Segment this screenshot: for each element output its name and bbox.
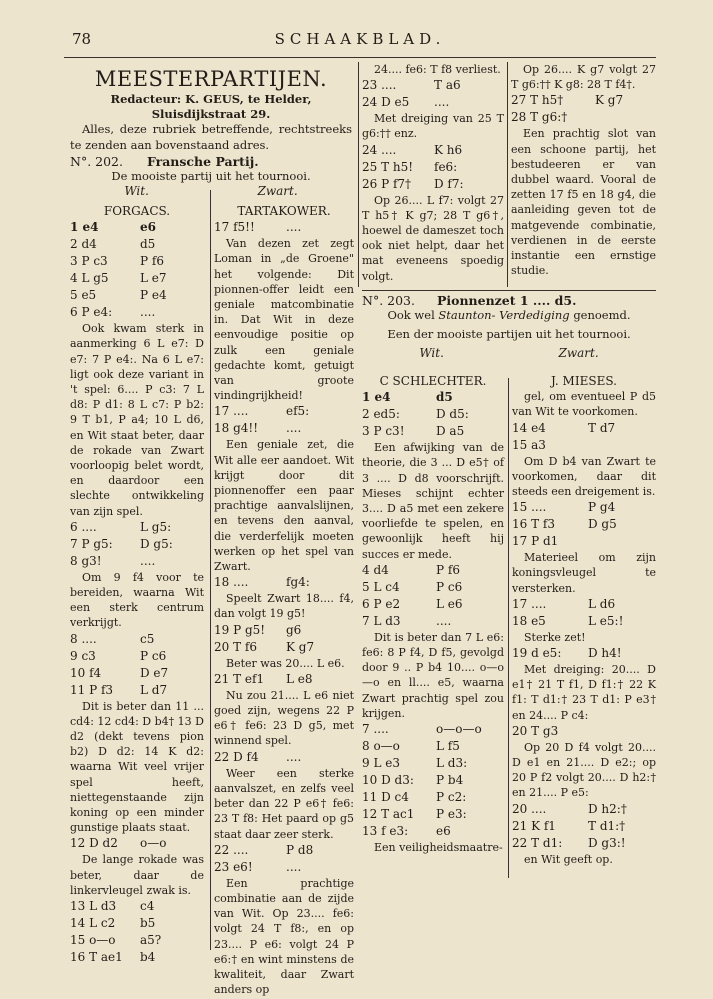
section-head [70,66,352,199]
annotation: Op 26.... L f7: volgt 27 T h5† K g7; 28 T g6†, hoewel de dameszet toch ook niet helpt, daar het mat eveneens spoedig volgt. [362,193,504,283]
black-move: a5? [140,933,162,948]
black-move: D f7: [434,176,464,191]
white-move: 9 L e3 [362,756,400,771]
white-player: C SCHLECHTER. [379,374,487,388]
white-move: 18 g4!! [214,421,259,436]
move-row [362,562,504,579]
move-row [512,420,656,437]
editor-address: Sluisdijkstraat 29. [151,107,271,122]
white-move: 26 P f7† [362,176,412,191]
white-move: 14 L c2 [70,916,116,931]
column-divider [507,62,508,287]
black-player: TARTAKOWER. [237,204,331,218]
white-move: 14 e4 [512,420,546,435]
black-move: D e7 [140,665,169,680]
game203-head [362,293,656,361]
move-row [362,738,504,755]
white-move: 15 .... [512,500,547,515]
section-intro: Alles, deze rubriek betreffende, rechtstreeks te zenden aan bovenstaand adres. [70,122,352,152]
white-move: 17 .... [512,596,547,611]
white-move: 23 .... [362,78,397,93]
annotation: Op 26.... K g7 volgt 27 T g6:†† K g8: 28 T f4†. [511,63,656,92]
black-move: .... [286,749,302,764]
move-row [70,898,204,915]
move-row [214,574,354,591]
white-move: 8 g3! [70,553,102,568]
move-row [70,682,204,699]
black-move: P c6 [140,648,167,663]
black-move: P e3: [436,807,467,822]
black-move: P e4 [140,288,167,303]
move-row [70,536,204,553]
black-move: L e5:! [588,613,624,628]
white-move: 19 d e5: [512,646,562,661]
move-row [70,835,204,852]
annotation: Speelt Zwart 18.... f4, dan volgt 19 g5! [214,592,354,621]
white-move: 8 .... [70,631,97,646]
black-move: P c6 [436,579,463,594]
page-number: 78 [72,30,92,48]
black-label: Zwart. [257,184,298,199]
black-move: L g5: [140,519,172,534]
black-move: .... [434,95,450,110]
game-subtitle: Een der mooiste partijen uit het tournooi. [387,327,631,342]
black-move: D d5: [436,407,469,422]
white-move: 10 f4 [70,665,102,680]
white-move: 11 D c4 [362,790,409,805]
game202-col2 [214,204,354,997]
game202-col1 [70,204,204,966]
move-row [362,77,504,94]
white-move: 6 P e2 [362,596,401,611]
black-move: .... [140,553,156,568]
black-move: L d3: [436,756,468,771]
white-move: 4 L g5 [70,271,109,286]
black-move: P f6 [436,562,460,577]
move-row [70,648,204,665]
move-row [214,403,354,420]
black-move: P f6 [140,254,164,269]
move-row [362,142,504,159]
black-move: L d7 [140,682,168,697]
black-move: L f5 [436,739,460,754]
black-move: e6 [436,824,451,839]
move-row [70,253,204,270]
move-row [214,859,354,876]
annotation: Om 9 f4 voor te bereiden, waarna Wit een sterk centrum verkrijgt. [70,570,204,630]
annotation: Van dezen zet zegt Loman in „de Groene" het volgende: Dit pionnen-offer leidt een geniale matcombinatie in. Dat Wit in deze eenvoudige positie op zulk een geniale gedachte komt, getuigt van groote vindingrijkheid! [214,237,354,403]
annotation: Beter was 20.... L e6. [226,656,345,670]
white-move: 2 d4 [70,237,97,252]
move-row [512,516,656,533]
white-move: 18 e5 [512,613,546,628]
game-heading [70,154,352,169]
white-move: 17 f5!! [214,220,255,235]
white-move: 24 .... [362,142,397,157]
also-called-name: Staunton- Verdediging [438,308,570,323]
white-move: 5 e5 [70,288,97,303]
white-move: 5 L c4 [362,579,400,594]
black-move: D h4! [588,646,622,661]
white-move: 4 d4 [362,562,389,577]
move-row [70,287,204,304]
game-heading [362,293,656,308]
black-move: T d7 [588,420,616,435]
annotation: Ook kwam sterk in aanmerking 6 L e7: D e7: 7 P e4:. Na 6 L e7: ligt ook deze variant in 't spel: 6.... P c3: 7 L d8: P d1: 8 L c7: P b2: 9 T b1, P a4; 10 L d6, en Wit staat beter, daar de rokade van Zwart voorloopig belet wordt, en daardoor een slechte ontwikkeling van zijn spel. [70,322,204,518]
annotation: Sterke zet! [524,630,586,644]
black-move: D g5 [588,517,617,532]
white-label: Wit. [419,345,444,360]
header-rule [64,57,656,58]
game-opening: Fransche Partij. [146,153,259,169]
column-divider [508,378,509,878]
white-move: 6 .... [70,519,97,534]
annotation: Met dreiging: 20.... D e1† 21 T f1, D f1:† 22 K f1: T d1:† 23 T d1: P e3† en 24.... P c4: [512,663,656,722]
black-move: o—o—o [436,722,482,737]
move-row [214,639,354,656]
also-called-suffix: genoemd. [573,308,631,323]
move-row [70,949,204,966]
white-move: 6 P e4: [70,305,113,320]
black-move: T d1:† [588,818,626,833]
white-move: 16 T f3 [512,517,555,532]
white-move: 20 .... [512,801,547,816]
move-row [70,631,204,648]
black-move: d5 [436,390,453,405]
move-row [70,304,204,321]
annotation: Dit is beter dan 11 ... cd4: 12 cd4: D b4† 13 D d2 (dekt tevens pion b2) D d2: 14 K d2: waarna Wit veel vrijer spel heeft, niettegenstaande zijn koning op een minder gunstige plaats staat. [70,699,204,835]
annotation: gel, om eventueel P d5 van Wit te voorkomen. [512,390,656,419]
white-move: 10 D d3: [362,773,414,788]
white-player: FORGACS. [103,204,171,218]
white-move: 8 o—o [362,739,400,754]
annotation: Om D b4 van Zwart te voorkomen, daar dit steeds een dreigement is. [512,454,656,499]
annotation: 24.... fe6: T f8 verliest. [374,63,501,76]
black-move: ef5: [286,404,310,419]
white-move: 1 e4 [362,390,391,405]
black-move: P b4 [436,773,464,788]
move-row [70,219,204,236]
move-row [362,823,504,840]
move-row [512,437,656,454]
white-move: 21 K f1 [512,818,556,833]
black-move: K g7 [595,93,624,108]
move-row [362,806,504,823]
move-row [214,842,354,859]
game203-col1 [362,374,504,855]
move-row [362,772,504,789]
annotation: Een veiligheidsmaatre- [374,841,503,855]
move-row [362,406,504,423]
annotation: Een prachtige combinatie aan de zijde van Wit. Op 23.... fe6: volgt 24 T f8:, en op 23.... P e6: volgt 24 P e6:† en wint minstens de kwaliteit, daar Zwart anders op [214,876,354,997]
black-move: L e7 [140,271,167,286]
black-move: c5 [140,631,155,646]
black-move: D g5: [140,536,173,551]
white-move: 24 D e5 [362,95,410,110]
move-row [512,645,656,662]
white-move: 17 P d1 [512,534,559,549]
move-row [511,92,656,109]
white-move: 13 f e3: [362,824,409,839]
move-row [214,622,354,639]
black-move: D h2:† [588,801,627,816]
annotation: De lange rokade was beter, daar de linkervleugel zwak is. [70,853,204,897]
column-divider [210,190,211,950]
annotation: Een afwijking van de theorie, die 3 ... D e5† of 3 .... D d8 voorschrijft. Mieses schijnt echter 3.... D a5 met een zekere voorliefde te spelen, en gewoonlijk heeft hij succes er mede. [362,441,504,561]
move-row [362,721,504,738]
move-row [70,553,204,570]
black-move: .... [436,613,452,628]
white-move: 27 T h5† [511,93,564,108]
move-row [512,533,656,550]
move-row [70,915,204,932]
move-row [70,665,204,682]
game202-col3 [362,62,504,284]
white-move: 3 P c3 [70,254,108,269]
white-move: 15 o—o [70,933,116,948]
move-row [512,499,656,516]
editor-line: Redacteur: K. GEUS, te Helder, [110,92,312,106]
move-row [214,420,354,437]
black-move: fe6: [434,159,458,174]
black-move: .... [286,220,302,235]
move-row [362,789,504,806]
black-move: T a6 [434,78,461,93]
game-number: N°. 202. [70,153,123,169]
white-move: 22 .... [214,842,249,857]
black-move: K h6 [434,142,463,157]
white-move: 2 ed5: [362,407,400,422]
game-opening: Pionnenzet 1 .... d5. [436,293,577,308]
black-move: P c2: [436,790,467,805]
black-label: Zwart. [558,345,599,360]
annotation: Materieel om zijn koningsvleugel te versterken. [512,551,656,595]
move-row [512,723,656,740]
move-row [362,755,504,772]
annotation: Met dreiging van 25 T g6:†† enz. [362,112,504,141]
annotation: Nu zou 21.... L e6 niet goed zijn, wegens 22 P e6† fe6: 23 D g5, met winnend spel. [214,688,354,748]
white-move: 22 D f4 [214,749,259,764]
black-move: .... [286,421,302,436]
white-move: 28 T g6:† [511,110,568,125]
black-move: d5 [140,237,156,252]
move-row [70,519,204,536]
white-move: 17 .... [214,404,249,419]
black-move: c4 [140,899,155,914]
move-row [214,671,354,688]
also-called-prefix: Ook wel [387,308,435,323]
white-move: 12 D d2 [70,836,118,851]
move-row [362,176,504,193]
move-row [362,423,504,440]
white-move: 3 P c3! [362,424,405,439]
black-move: .... [140,305,156,320]
black-move: g6 [286,622,302,637]
also-called [362,308,656,323]
move-row [362,596,504,613]
white-move: 11 P f3 [70,682,114,697]
page-header [64,30,656,50]
black-player: J. MIESES. [551,374,617,388]
move-row [362,159,504,176]
white-move: 15 a3 [512,437,546,452]
annotation: Een prachtig slot van een schoone partij, het bestudeeren er van dubbel waard. Vooral de zetten 17 f5 en 18 g4, die aanleiding geven tot de matgevende combinatie, verdienen in de eerste instantie een ernstige studie. [511,127,656,278]
white-move: 7 L d3 [362,613,401,628]
black-move: L e6 [436,596,463,611]
black-move: P d8 [286,842,314,857]
white-move: 13 L d3 [70,899,117,914]
annotation: Op 20 D f4 volgt 20.... D e1 en 21.... D e2:; op 20 P f2 volgt 20.... D h2:† en 21.... P e5: [512,740,656,800]
game-subtitle: De mooiste partij uit het tournooi. [111,169,311,184]
black-move: o—o [140,836,167,851]
black-move: D a5 [436,424,465,439]
white-move: 18 .... [214,575,249,590]
color-labels [70,184,352,199]
move-row [362,613,504,630]
white-move: 7 .... [362,722,389,737]
black-move: K g7 [286,639,315,654]
black-move: L d6 [588,596,616,611]
annotation: Dit is beter dan 7 L e6: fe6: 8 P f4, D f5, gevolgd door 9 .. P b4 10.... o—o—o en ll.... e5, waarna Zwart prachtig spel zou krijgen. [362,630,504,720]
white-move: 22 T d1: [512,835,563,850]
move-row [512,818,656,835]
black-move: P g4 [588,500,616,515]
move-row [70,270,204,287]
white-move: 20 T g3 [512,723,559,738]
move-row [362,389,504,406]
white-move: 9 c3 [70,648,96,663]
black-move: D g3:! [588,835,626,850]
move-row [70,932,204,949]
annotation: Een geniale zet, die Wit alle eer aandoet. Wit krijgt door dit pionnenoffer een paar prachtige aanvalslijnen, en tevens den aanval, die verderfelijk moeten werken op het spel van Zwart. [214,438,354,574]
annotation: en Wit geeft op. [524,852,613,866]
column-divider [358,62,359,287]
game203-col2 [512,374,656,867]
black-move: .... [286,859,302,874]
black-move: b4 [140,950,156,965]
white-move: 16 T ae1 [70,950,123,965]
white-move: 1 e4 [70,220,99,235]
move-row [362,94,504,111]
move-row [214,219,354,236]
white-move: 25 T h5! [362,159,414,174]
white-move: 12 T ac1 [362,807,415,822]
white-move: 20 T f6 [214,639,257,654]
black-move: b5 [140,916,156,931]
white-move: 7 P g5: [70,536,113,551]
black-move: e6 [140,220,156,235]
black-move: fg4: [286,575,310,590]
move-row [362,579,504,596]
color-labels [362,346,656,361]
move-row [512,835,656,852]
game202-col4 [511,62,656,278]
white-label: Wit. [124,184,149,199]
white-move: 21 T ef1 [214,671,265,686]
move-row [214,749,354,766]
running-title: SCHAAKBLAD. [274,30,446,48]
move-row [512,613,656,630]
section-title: MEESTERPARTIJEN. [94,67,328,91]
white-move: 19 P g5! [214,622,266,637]
move-row [70,236,204,253]
move-row [512,801,656,818]
annotation: Weer een sterke aanvalszet, en zelfs veel beter dan 22 P e6† fe6: 23 T f8: Het paard op g5 staat daar zeer sterk. [214,766,354,841]
black-move: L e8 [286,671,313,686]
move-row [512,596,656,613]
move-row [511,109,656,126]
game-number: N°. 203. [362,293,415,308]
game-separator [362,290,656,291]
white-move: 23 e6! [214,859,253,874]
